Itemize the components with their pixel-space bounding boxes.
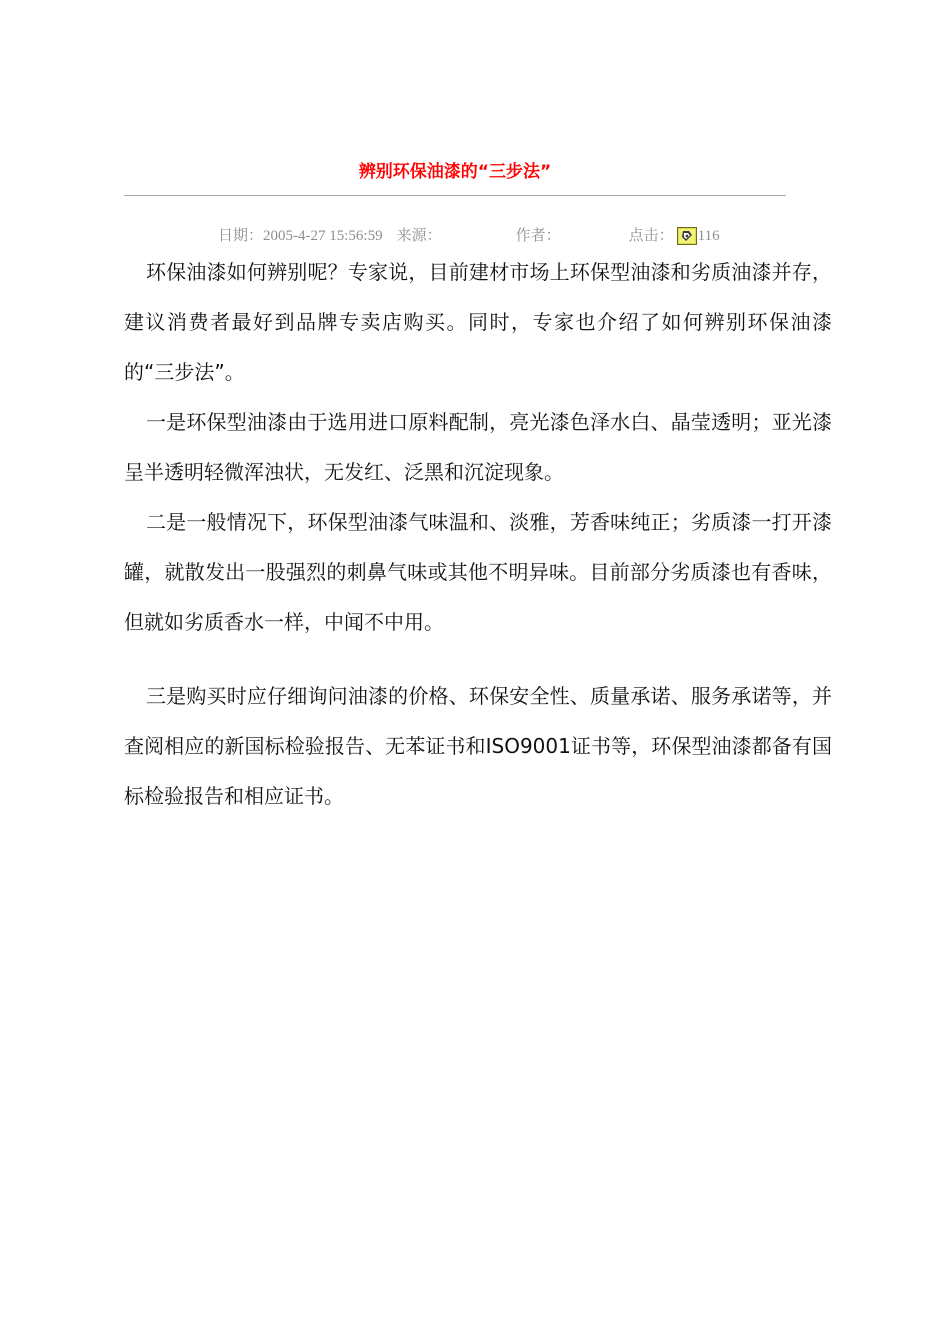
article-title: 辨别环保油漆的“三步法” [358, 162, 552, 182]
author-label: 作者： [515, 227, 561, 244]
paragraph-step-three: 三是购买时应仔细询问油漆的价格、环保安全性、质量承诺、服务承诺等，并查阅相应的新国标检验报告、无苯证书和ISO9001证书等，环保型油漆都备有国标检验报告和相应证书。 [124, 684, 832, 808]
source-label: 来源： [396, 227, 442, 244]
date-label: 日期： [218, 227, 264, 244]
paragraph-step-one: 一是环保型油漆由于选用进口原料配制，亮光漆色泽水白、晶莹透明；亚光漆呈半透明轻微浑浊状，无发红、泛黑和沉淀现象。 [124, 410, 832, 484]
article-meta [218, 224, 720, 246]
paragraph-step-two: 二是一般情况下，环保型油漆气味温和、淡雅，芳香味纯正；劣质漆一打开漆罐，就散发出一股强烈的刺鼻气味或其他不明异味。目前部分劣质漆也有香味，但就如劣质香水一样，中闻不中用。 [124, 510, 832, 634]
paragraph-spacer [124, 647, 832, 671]
hit-counter-icon [677, 227, 697, 245]
title-divider [124, 195, 786, 196]
date-value: 2005-4-27 15:56:59 [263, 227, 383, 244]
hits-label: 点击： [628, 227, 674, 244]
article-body [124, 247, 832, 821]
hits-value: 116 [697, 227, 720, 244]
paragraph-intro: 环保油漆如何辨别呢？专家说，目前建材市场上环保型油漆和劣质油漆并存，建议消费者最好到品牌专卖店购买。同时，专家也介绍了如何辨别环保油漆的“三步法”。 [124, 260, 832, 384]
